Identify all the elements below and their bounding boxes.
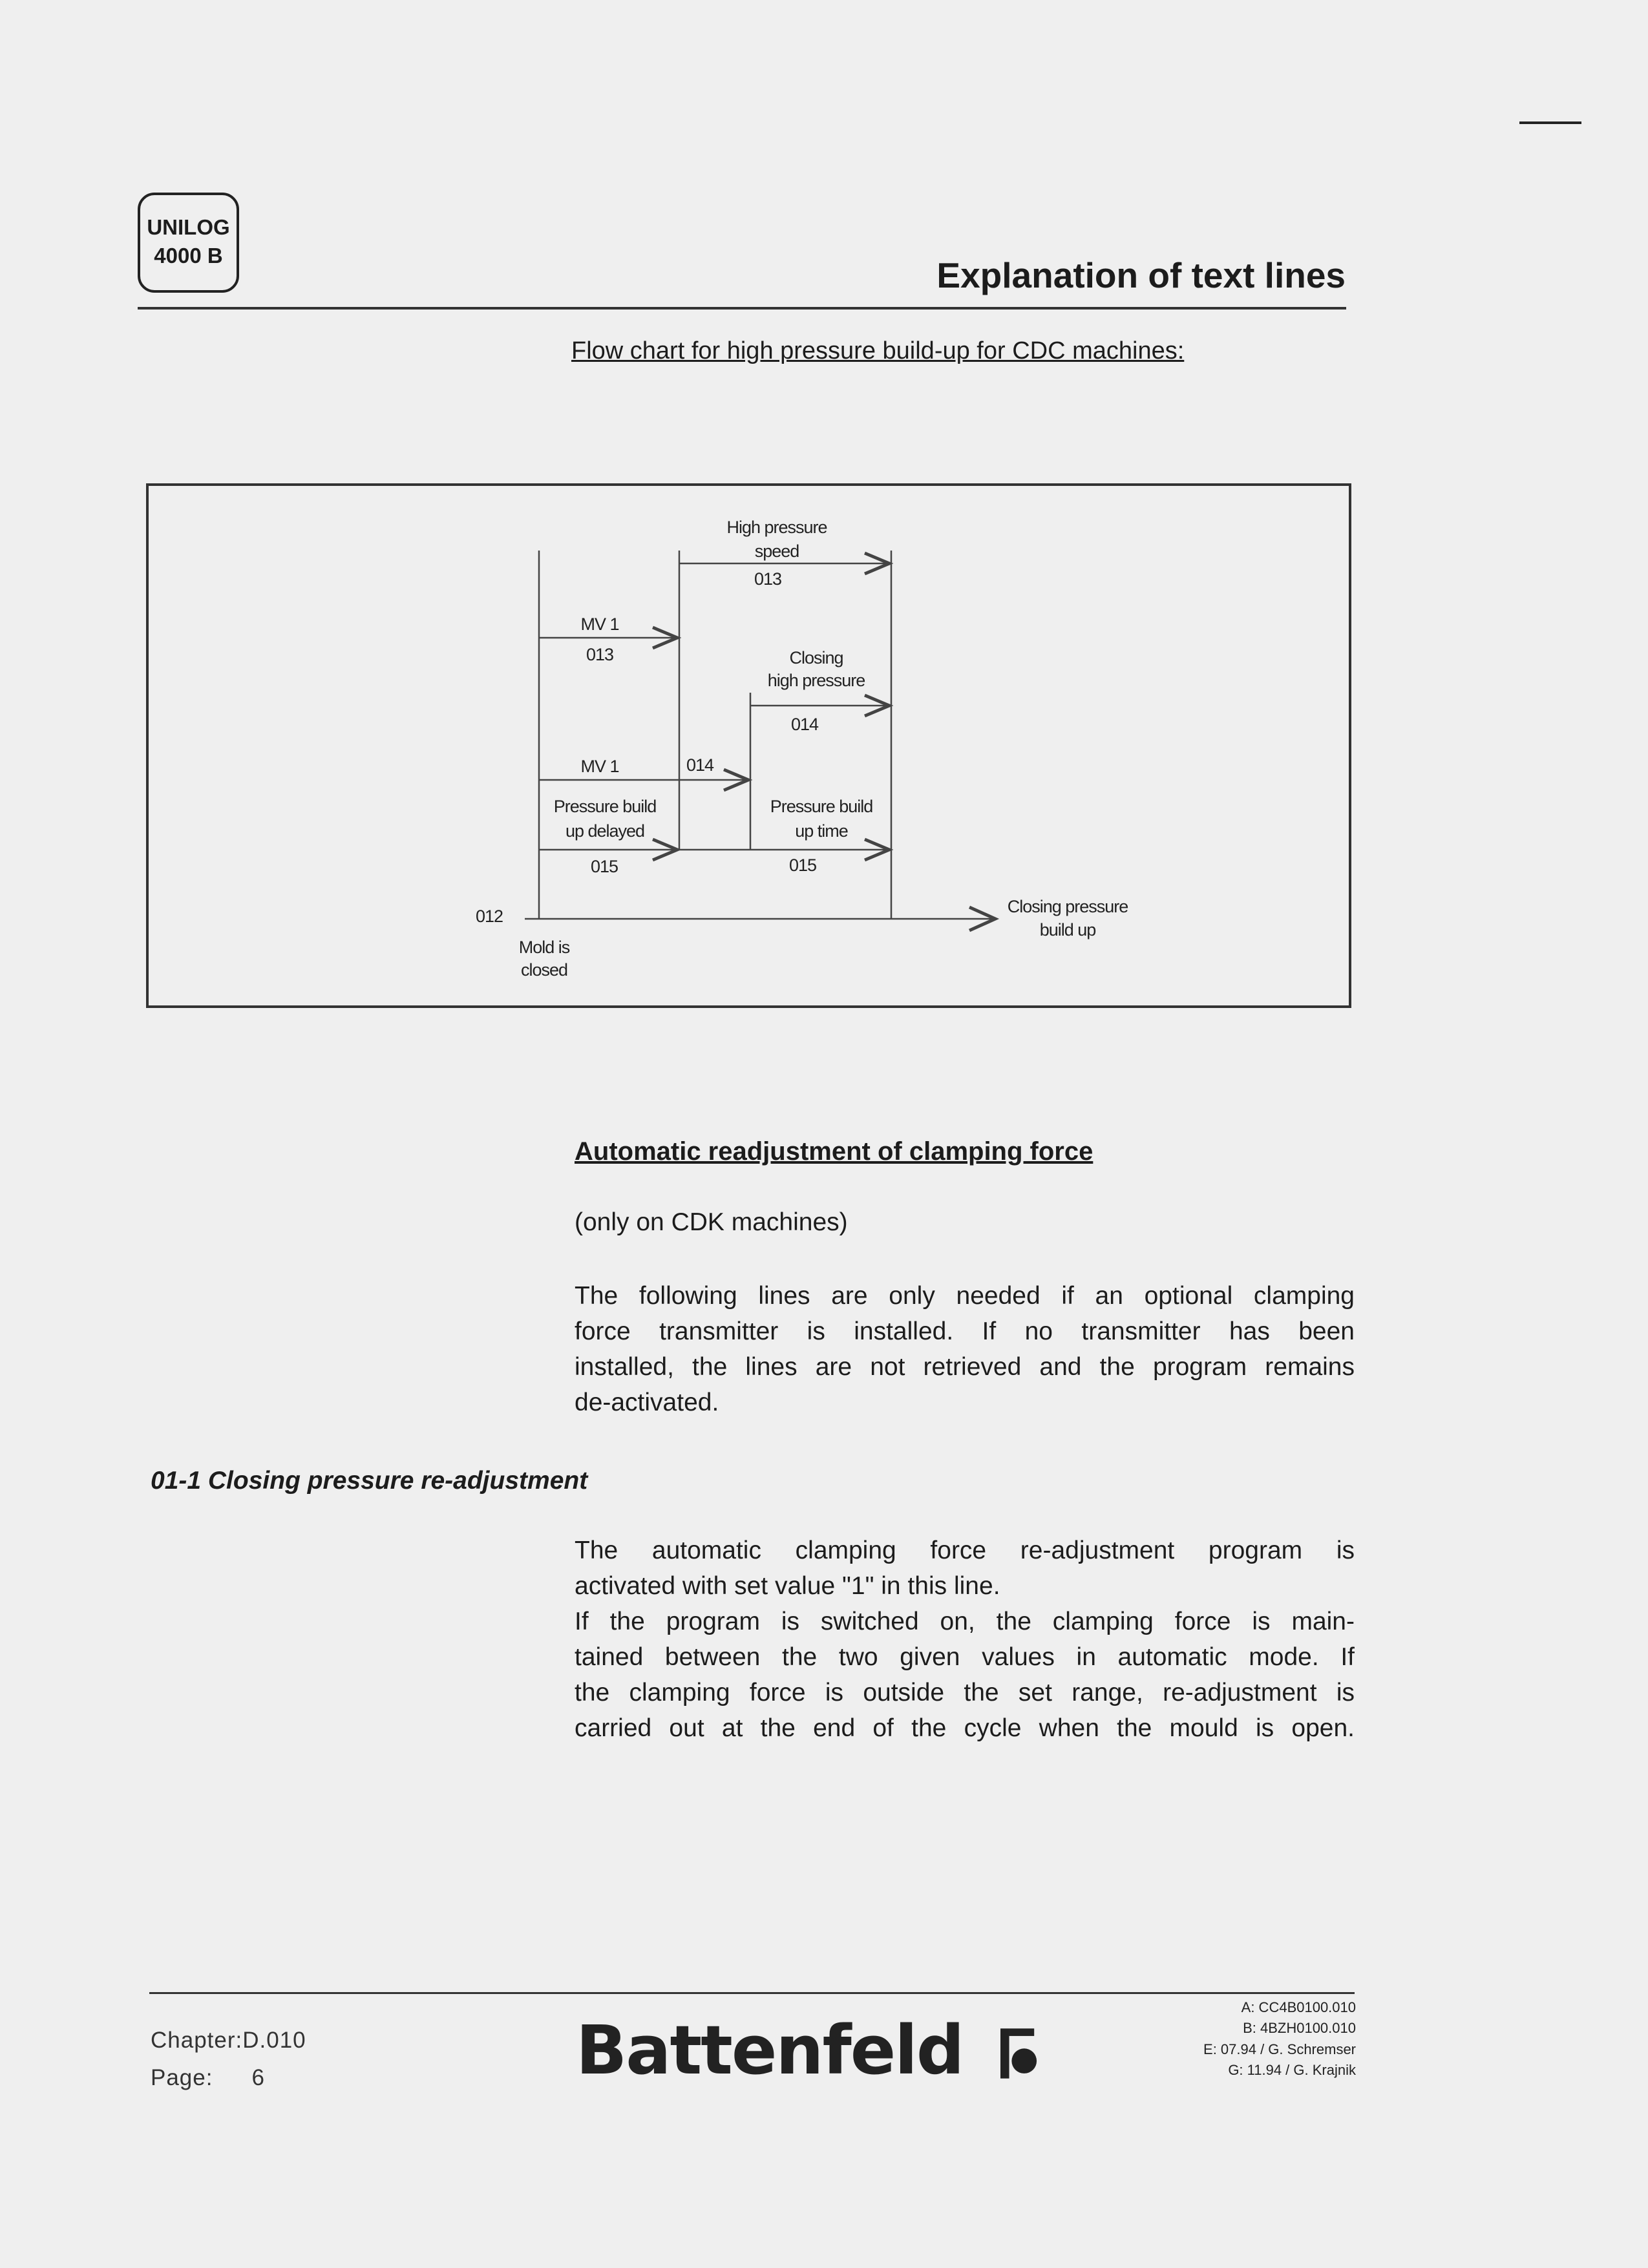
label-pressure-build-2: Pressure build xyxy=(770,797,873,816)
chapter-info xyxy=(151,2028,306,2053)
brand-logo: Battenfeld xyxy=(576,2011,964,2090)
label-mv1-b: MV 1 xyxy=(580,757,619,776)
label-chp-code: 014 xyxy=(790,715,819,734)
label-mv1-a: MV 1 xyxy=(580,614,619,634)
doc-code-g: G: 11.94 / G. Krajnik xyxy=(1228,2062,1356,2078)
paragraph-line: de-activated. xyxy=(575,1389,719,1416)
label-hp-code: 013 xyxy=(754,569,782,589)
paragraph-line: activated with set value "1" in this line. xyxy=(575,1572,1000,1600)
label-high-pressure: High pressure xyxy=(726,518,827,537)
doc-code-b: B: 4BZH0100.010 xyxy=(1243,2020,1356,2036)
label-up-time: up time xyxy=(795,821,848,841)
page-title: Explanation of text lines xyxy=(936,255,1346,295)
arrow-closing-high-pressure xyxy=(750,695,891,716)
label-pressure-build-1: Pressure build xyxy=(553,797,657,816)
arrow-mv1-014 xyxy=(539,770,750,790)
label-closing: Closing xyxy=(789,648,843,667)
paragraph-line: installed, the lines are not retrieved and the program remains xyxy=(575,1353,1355,1381)
item-heading: 01-1 Closing pressure re-adjustment xyxy=(151,1467,588,1495)
label-start-code: 012 xyxy=(475,907,503,926)
page-label: Page: xyxy=(151,2065,213,2090)
arrow-closing-pressure-build-up xyxy=(525,907,995,930)
paragraph-line: The following lines are only needed if an optional clamping xyxy=(575,1282,1355,1310)
paragraph-line: force transmitter is installed. If no transmitter has been xyxy=(575,1318,1355,1345)
item-paragraph xyxy=(575,1533,1355,1746)
chapter-label: Chapter: xyxy=(151,2028,243,2053)
label-build-up: build up xyxy=(1039,920,1096,940)
label-mold-is: Mold is xyxy=(518,938,570,957)
label-closing-pressure: Closing pressure xyxy=(1007,897,1128,916)
label-high-pressure-2: high pressure xyxy=(767,671,865,690)
doc-code-e: E: 07.94 / G. Schremser xyxy=(1203,2041,1356,2057)
label-pbt-code: 015 xyxy=(788,856,817,875)
label-mv1-a-code: 013 xyxy=(586,645,614,664)
section-note: (only on CDK machines) xyxy=(575,1208,848,1236)
label-closed: closed xyxy=(520,960,568,980)
paragraph-line: carried out at the end of the cycle when the mould is open. xyxy=(575,1714,1355,1742)
label-mv1-b-code: 014 xyxy=(686,755,714,775)
badge-line-1: UNILOG xyxy=(147,215,230,239)
doc-code-a: A: CC4B0100.010 xyxy=(1241,1999,1356,2015)
section-paragraph xyxy=(575,1278,1355,1420)
paragraph-line: the clamping force is outside the set range, re-adjustment is xyxy=(575,1679,1355,1706)
label-up-delayed: up delayed xyxy=(565,821,645,841)
brand-logo-icon xyxy=(1000,2028,1038,2079)
footer-rule xyxy=(149,1992,1355,1994)
paragraph-line: The automatic clamping force re-adjustment program is xyxy=(575,1537,1355,1564)
paragraph-line: If the program is switched on, the clamping force is main- xyxy=(575,1608,1355,1635)
label-pbd-code: 015 xyxy=(590,857,618,876)
page-info xyxy=(151,2065,265,2091)
section-title: Automatic readjustment of clamping force xyxy=(575,1137,1093,1166)
chapter-value: D.010 xyxy=(242,2028,306,2053)
label-speed: speed xyxy=(754,541,799,561)
paragraph-line: tained between the two given values in automatic mode. If xyxy=(575,1643,1355,1671)
badge-line-2: 4000 B xyxy=(154,244,223,268)
page-number: 6 xyxy=(251,2065,265,2090)
flowchart-title: Flow chart for high pressure build-up for CDC machines: xyxy=(571,337,1185,364)
